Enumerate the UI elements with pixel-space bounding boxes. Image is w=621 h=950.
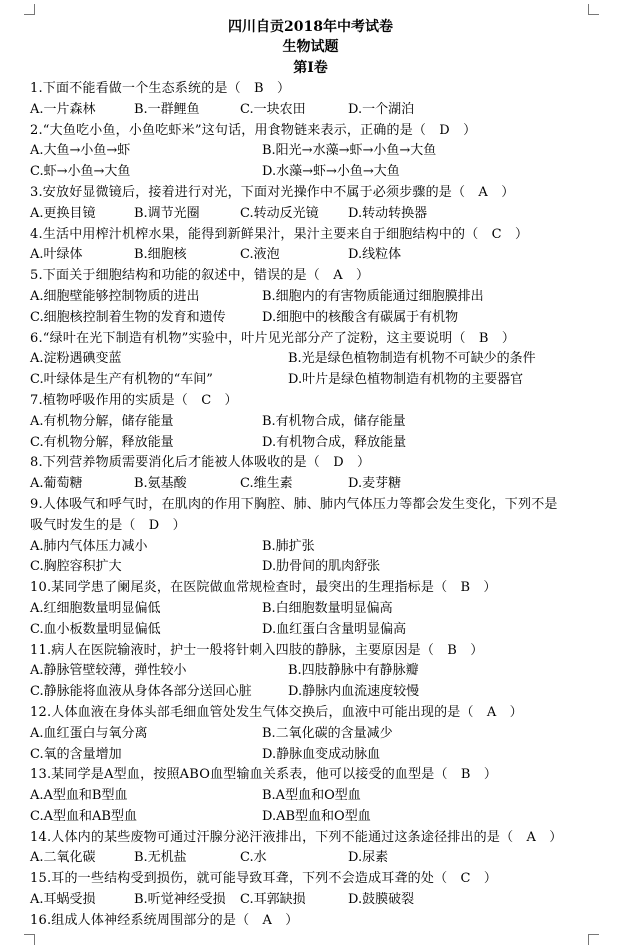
answer-option: C.细胞核控制着生物的发育和遗传 [30, 309, 226, 325]
answer-option: D.有机物合成，释放能量 [262, 434, 407, 450]
option-row [30, 349, 600, 370]
option-row [30, 557, 600, 578]
option-row [30, 537, 600, 558]
answer-option: C.胸腔容积扩大 [30, 559, 122, 575]
option-row [30, 848, 600, 869]
answer-option: D.肋骨间的肌肉舒张 [262, 559, 381, 575]
answer-option: A.更换目镜 [30, 205, 96, 221]
question-stem: 10.某同学患了阑尾炎，在医院做血常规检查时，最突出的生理指标是（ B ） [30, 580, 497, 596]
answer-option: D.一个湖泊 [348, 101, 415, 117]
answer-option: C.血小板数量明显偏低 [30, 621, 161, 637]
answer-option: D.AB型血和O型血 [262, 808, 371, 824]
answer-option: C.液泡 [240, 247, 280, 263]
question-stem: 9.人体吸气和呼气时，在肌肉的作用下胸腔、肺、肺内气体压力等都会发生变化，下列不是 [30, 496, 558, 512]
question-stem: 6.“绿叶在光下制造有机物”实验中，叶片见光部分产了淀粉，这主要说明（ B ） [30, 330, 516, 346]
option-row [30, 682, 600, 703]
answer-option: D.叶片是绿色植物制造有机物的主要器官 [288, 372, 524, 388]
answer-option: D.尿素 [348, 850, 389, 866]
answer-option: D.静脉血变成动脉血 [262, 746, 381, 762]
answer-option: B.调节光圈 [134, 205, 200, 221]
answer-option: D.鼓膜破裂 [348, 892, 415, 908]
answer-option: C.一块农田 [240, 101, 306, 117]
answer-option: A.A型血和B型血 [30, 788, 128, 804]
answer-option: C.耳郭缺损 [240, 892, 306, 908]
answer-option: A.耳蜗受损 [30, 892, 96, 908]
option-row [30, 162, 600, 183]
question-stem: 4.生活中用榨汁机榨水果，能得到新鲜果汁，果汁主要来自于细胞结构中的（ C ） [30, 226, 529, 242]
question-stem: 5.下面关于细胞结构和功能的叙述中，错误的是（ A ） [30, 268, 370, 284]
option-row [30, 474, 600, 495]
answer-option: A.二氧化碳 [30, 850, 96, 866]
question-stem: 11.病人在医院输液时，护士一般将针刺入四肢的静脉，主要原因是（ B ） [30, 642, 484, 658]
option-row [30, 287, 600, 308]
answer-option: A.一片森林 [30, 101, 96, 117]
question-stem: 15.耳的一些结构受到损伤，就可能导致耳聋，下列不会造成耳聋的处（ C ） [30, 871, 498, 887]
answer-option: C.A型血和AB型血 [30, 808, 137, 824]
answer-option: A.静脉管壁较薄，弹性较小 [30, 663, 187, 679]
answer-option: B.二氧化碳的含量减少 [262, 725, 393, 741]
answer-option: B.听觉神经受损 [134, 892, 226, 908]
option-row [30, 786, 600, 807]
question-stem-continued: 吸气时发生的是（ D ） [30, 517, 186, 533]
answer-option: D.细胞中的核酸含有碳属于有机物 [262, 309, 459, 325]
section-heading: 第Ⅰ卷 [293, 60, 328, 76]
answer-option: B.阳光→水藻→虾→小鱼→大鱼 [262, 143, 437, 159]
question-stem: 7.植物呼吸作用的实质是（ C ） [30, 392, 238, 408]
answer-option: C.叶绿体是生产有机物的“车间” [30, 372, 213, 388]
answer-option: A.淀粉遇碘变蓝 [30, 351, 122, 367]
answer-option: B.A型血和O型血 [262, 788, 361, 804]
answer-option: D.水藻→虾→小鱼→大鱼 [262, 164, 400, 180]
option-row [30, 100, 600, 121]
question-stem: 3.安放好显微镜后，接着进行对光，下面对光操作中不属于必须步骤的是（ A ） [30, 184, 515, 200]
answer-option: B.细胞核 [134, 247, 187, 263]
answer-option: D.线粒体 [348, 247, 402, 263]
answer-option: B.氨基酸 [134, 476, 187, 492]
answer-option: B.一群鲤鱼 [134, 101, 200, 117]
crop-mark-top-left [24, 4, 35, 15]
answer-option: C.转动反光镜 [240, 205, 319, 221]
answer-option: C.有机物分解，释放能量 [30, 434, 174, 450]
answer-option: B.白细胞数量明显偏高 [262, 600, 393, 616]
option-row [30, 308, 600, 329]
answer-option: B.肺扩张 [262, 538, 315, 554]
answer-option: A.红细胞数量明显偏低 [30, 600, 161, 616]
question-list [30, 79, 600, 932]
answer-option: B.四肢静脉中有静脉瓣 [288, 663, 419, 679]
answer-option: A.肺内气体压力减小 [30, 538, 148, 554]
question-stem: 8.下列营养物质需要消化后才能被人体吸收的是（ D ） [30, 455, 371, 471]
answer-option: B.光是绿色植物制造有机物不可缺少的条件 [288, 351, 536, 367]
question-stem: 1.下面不能看做一个生态系统的是（ B ） [30, 81, 291, 96]
crop-mark-top-right [588, 4, 599, 15]
option-row [30, 204, 600, 225]
answer-option: A.有机物分解，储存能量 [30, 413, 174, 429]
answer-option: C.静脉能将血液从身体各部分送回心脏 [30, 684, 252, 700]
answer-option: D.静脉内血流速度较慢 [288, 684, 420, 700]
option-row [30, 890, 600, 911]
question-stem: 16.组成人体神经系统周围部分的是（ A ） [30, 912, 299, 928]
answer-option: B.细胞内的有害物质能通过细胞膜排出 [262, 288, 484, 304]
answer-option: A.葡萄糖 [30, 476, 83, 492]
answer-option: C.水 [240, 850, 267, 866]
option-row [30, 433, 600, 454]
answer-option: A.大鱼→小鱼→虾 [30, 143, 131, 159]
option-row [30, 661, 600, 682]
exam-title: 四川自贡2018年中考试卷 [228, 19, 393, 35]
answer-option: A.血红蛋白与氧分离 [30, 725, 148, 741]
answer-option: D.血红蛋白含量明显偏高 [262, 621, 407, 637]
question-stem: 13.某同学是A型血，按照ABO血型输血关系表，他可以接受的血型是（ B ） [30, 767, 498, 783]
option-row [30, 620, 600, 641]
question-stem: 14.人体内的某些废物可通过汗腺分泌汗液排出，下列不能通过这条途径排出的是（ A ） [30, 829, 563, 845]
answer-option: A.细胞壁能够控制物质的进出 [30, 288, 200, 304]
answer-option: C.虾→小鱼→大鱼 [30, 164, 131, 180]
option-row [30, 724, 600, 745]
question-stem: 2.“大鱼吃小鱼，小鱼吃虾米”这句话，用食物链来表示，正确的是（ D ） [30, 122, 477, 138]
crop-mark-bottom-left [24, 934, 35, 945]
option-row [30, 245, 600, 266]
option-row [30, 412, 600, 433]
answer-option: B.有机物合成，储存能量 [262, 413, 406, 429]
answer-option: A.叶绿体 [30, 247, 83, 263]
option-row [30, 807, 600, 828]
answer-option: D.转动转换器 [348, 205, 428, 221]
exam-subtitle: 生物试题 [282, 39, 339, 55]
answer-option: D.麦芽糖 [348, 476, 402, 492]
crop-mark-bottom-right [588, 934, 599, 945]
answer-option: C.氧的含量增加 [30, 746, 122, 762]
answer-option: B.无机盐 [134, 850, 187, 866]
option-row [30, 599, 600, 620]
question-stem: 12.人体血液在身体头部毛细血管处发生气体交换后，血液中可能出现的是（ A ） [30, 704, 523, 720]
option-row [30, 370, 600, 391]
answer-option: C.维生素 [240, 476, 293, 492]
option-row [30, 141, 600, 162]
option-row [30, 745, 600, 766]
